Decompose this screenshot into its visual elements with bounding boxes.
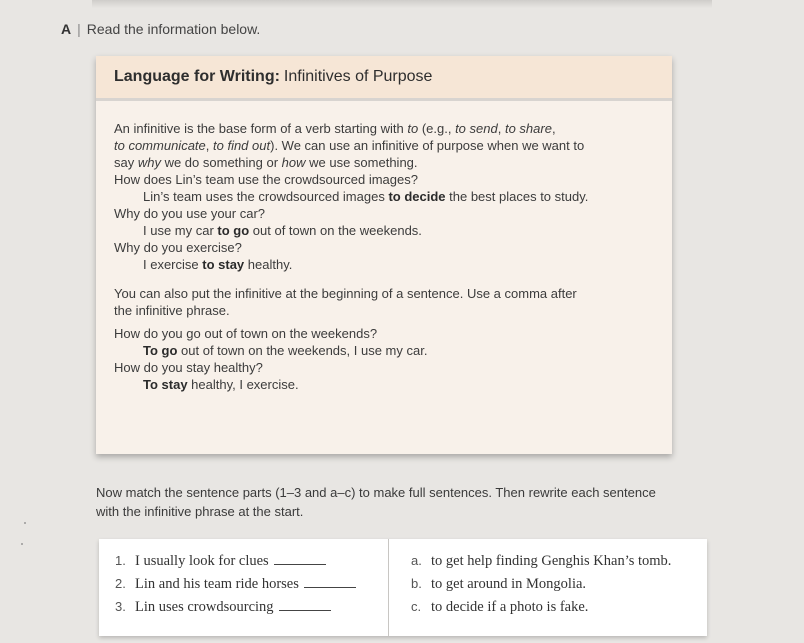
phrase-item: a. to get help finding Genghis Khan’s tomb. [411, 553, 672, 569]
section-letter: A [61, 21, 72, 37]
intro-paragraph: An infinitive is the base form of a verb starting with to (e.g., to send, to share, to communicate, to find out). We can use an infinitive of purpose when we want to say why we do something or how we use something. [114, 121, 585, 170]
section-separator: | [77, 21, 81, 37]
language-for-writing-box [96, 56, 672, 454]
example-answer: To stay healthy, I exercise. [143, 377, 299, 392]
section-heading [61, 21, 260, 37]
matching-instructions: Now match the sentence parts (1–3 and a–c) to make full sentences. Then rewrite each sentence with the infinitive phrase at the start. [96, 485, 656, 519]
answer-blank[interactable] [274, 563, 326, 565]
front-infinitive-note: You can also put the infinitive at the beginning of a sentence. Use a comma after the infinitive phrase. [114, 286, 577, 318]
box-body [96, 101, 672, 393]
phrase-item: c. to decide if a photo is fake. [411, 599, 589, 615]
example-answer: To go out of town on the weekends, I use my car. [143, 343, 428, 358]
answer-blank[interactable] [304, 586, 356, 588]
example-question: Why do you exercise? [114, 240, 242, 255]
sentence-start-item: 3. Lin uses crowdsourcing [115, 599, 356, 622]
example-answer: Lin’s team uses the crowdsourced images to decide the best places to study. [143, 189, 589, 204]
example-question: Why do you use your car? [114, 206, 266, 221]
example-answer: I exercise to stay healthy. [143, 257, 293, 272]
example-answer: I use my car to go out of town on the weekends. [143, 223, 422, 238]
section-instruction: Read the information below. [86, 21, 261, 37]
phrase-item: b. to get around in Mongolia. [411, 576, 587, 592]
example-question: How do you stay healthy? [114, 360, 263, 375]
sentence-start-item: 1. I usually look for clues [115, 553, 356, 576]
previous-box-shadow [92, 0, 712, 8]
infinitive-phrases-column [411, 553, 671, 622]
answer-blank[interactable] [279, 609, 331, 611]
column-divider [388, 539, 389, 636]
box-title-label: Language for Writing: [114, 68, 280, 85]
matching-exercise-box [99, 539, 707, 636]
example-question: How do you go out of town on the weekends? [114, 326, 378, 341]
box-header [96, 56, 672, 101]
box-title-topic: Infinitives of Purpose [283, 68, 433, 85]
sentence-starts-column [115, 553, 356, 622]
sentence-start-item: 2. Lin and his team ride horses [115, 576, 356, 599]
scan-speck [24, 522, 26, 524]
scan-speck [21, 543, 23, 545]
example-question: How does Lin’s team use the crowdsourced images? [114, 172, 418, 187]
